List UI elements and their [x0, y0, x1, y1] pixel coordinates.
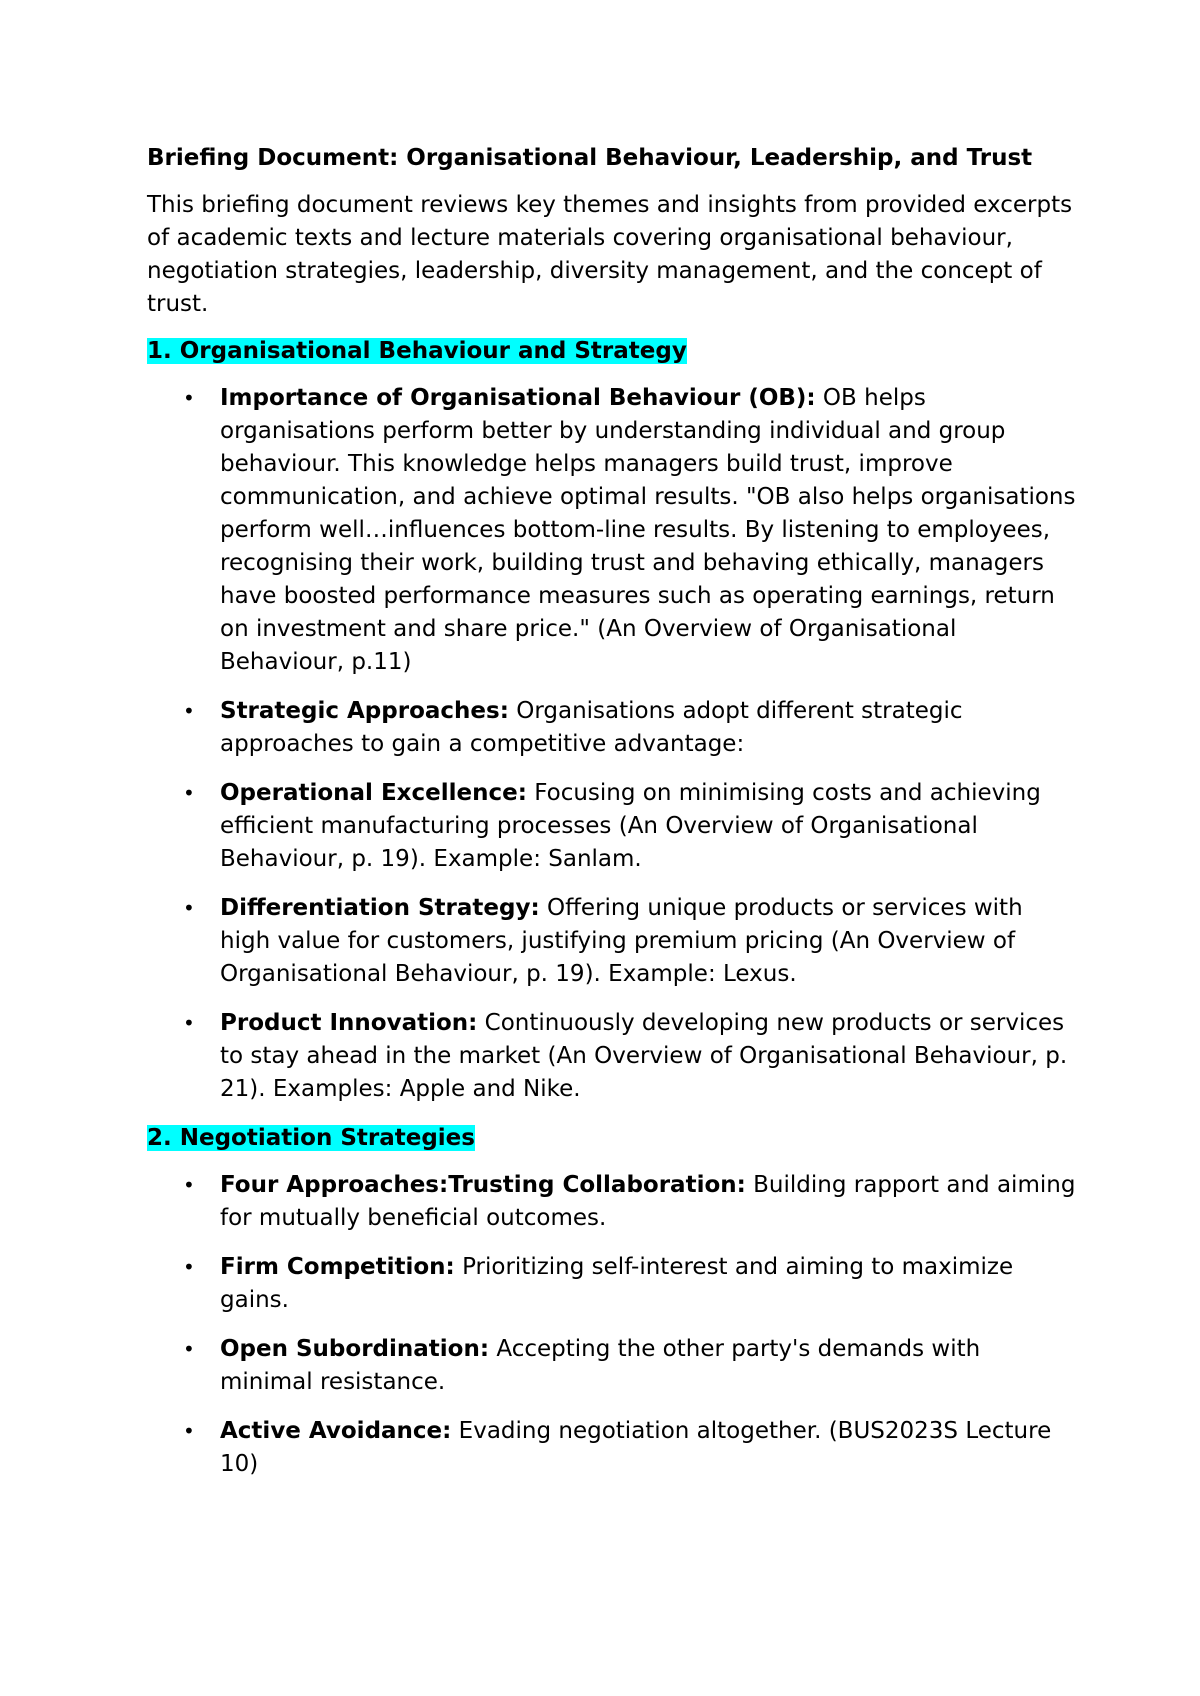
item-text: Focusing on minimising costs and achieving efficient manufacturing processes (An Overview of Organisational Behaviour, p. 19). Example: Sanlam. [220, 780, 1041, 872]
item-term: Strategic Approaches: [220, 698, 509, 724]
bullet-icon: • [183, 1419, 195, 1443]
section-2-list [147, 1169, 1077, 1481]
section-heading-2-text: 2. Negotiation Strategies [147, 1125, 475, 1151]
item-term: Operational Excellence: [220, 780, 527, 806]
list-item [147, 1333, 1077, 1399]
list-item [147, 695, 1077, 761]
bullet-icon: • [183, 1011, 195, 1035]
item-text: Prioritizing self-interest and aiming to maximize gains. [220, 1254, 1014, 1313]
list-item [147, 777, 1077, 876]
bullet-icon: • [183, 1173, 195, 1197]
item-term: Active Avoidance: [220, 1418, 452, 1444]
item-text: Continuously developing new products or services to stay ahead in the market (An Overview of Organisational Behaviour, p. 21). Examples: Apple and Nike. [220, 1010, 1068, 1102]
bullet-icon: • [183, 896, 195, 920]
list-item [147, 1415, 1077, 1481]
intro-paragraph: This briefing document reviews key themes and insights from provided excerpts of academic texts and lecture materials covering organisational behaviour, negotiation strategies, leadership, diversity management, and the concept of trust. [147, 192, 1073, 317]
section-heading-1 [147, 335, 1077, 368]
bullet-icon: • [183, 781, 195, 805]
list-item [147, 382, 1077, 679]
section-heading-1-text: 1. Organisational Behaviour and Strategy [147, 338, 687, 364]
item-text: Organisations adopt different strategic approaches to gain a competitive advantage: [220, 698, 963, 757]
item-text: Building rapport and aiming for mutually beneficial outcomes. [220, 1172, 1076, 1231]
bullet-icon: • [183, 1337, 195, 1361]
item-text: Evading negotiation altogether. (BUS2023S Lecture 10) [220, 1418, 1052, 1477]
item-term: Firm Competition: [220, 1254, 455, 1280]
bullet-icon: • [183, 386, 195, 410]
bullet-icon: • [183, 1255, 195, 1279]
item-text: OB helps organisations perform better by understanding individual and group behaviour. This knowledge helps managers build trust, improve communication, and achieve optimal results. "OB also helps organisations perform well…influences bottom-line results. By listening to employees, recognising their work, building trust and behaving ethically, managers have boosted performance measures such as operating earnings, return on investment and share price." (An Overview of Organisational Behaviour, p.11) [220, 385, 1076, 675]
item-text: Accepting the other party's demands with minimal resistance. [220, 1336, 981, 1395]
bullet-icon: • [183, 699, 195, 723]
list-item [147, 1169, 1077, 1235]
list-item [147, 1007, 1077, 1106]
item-term: Importance of Organisational Behaviour (OB): [220, 385, 816, 411]
document-page [147, 142, 1077, 1497]
item-term: Open Subordination: [220, 1336, 490, 1362]
document-title: Briefing Document: Organisational Behaviour, Leadership, and Trust [147, 145, 1033, 171]
list-item [147, 1251, 1077, 1317]
list-item [147, 892, 1077, 991]
item-term: Four Approaches:Trusting Collaboration: [220, 1172, 746, 1198]
item-term: Differentiation Strategy: [220, 895, 540, 921]
item-text: Offering unique products or services with high value for customers, justifying premium pricing (An Overview of Organisational Behaviour, p. 19). Example: Lexus. [220, 895, 1023, 987]
section-heading-2 [147, 1122, 1077, 1155]
section-1-list [147, 382, 1077, 1106]
item-term: Product Innovation: [220, 1010, 478, 1036]
